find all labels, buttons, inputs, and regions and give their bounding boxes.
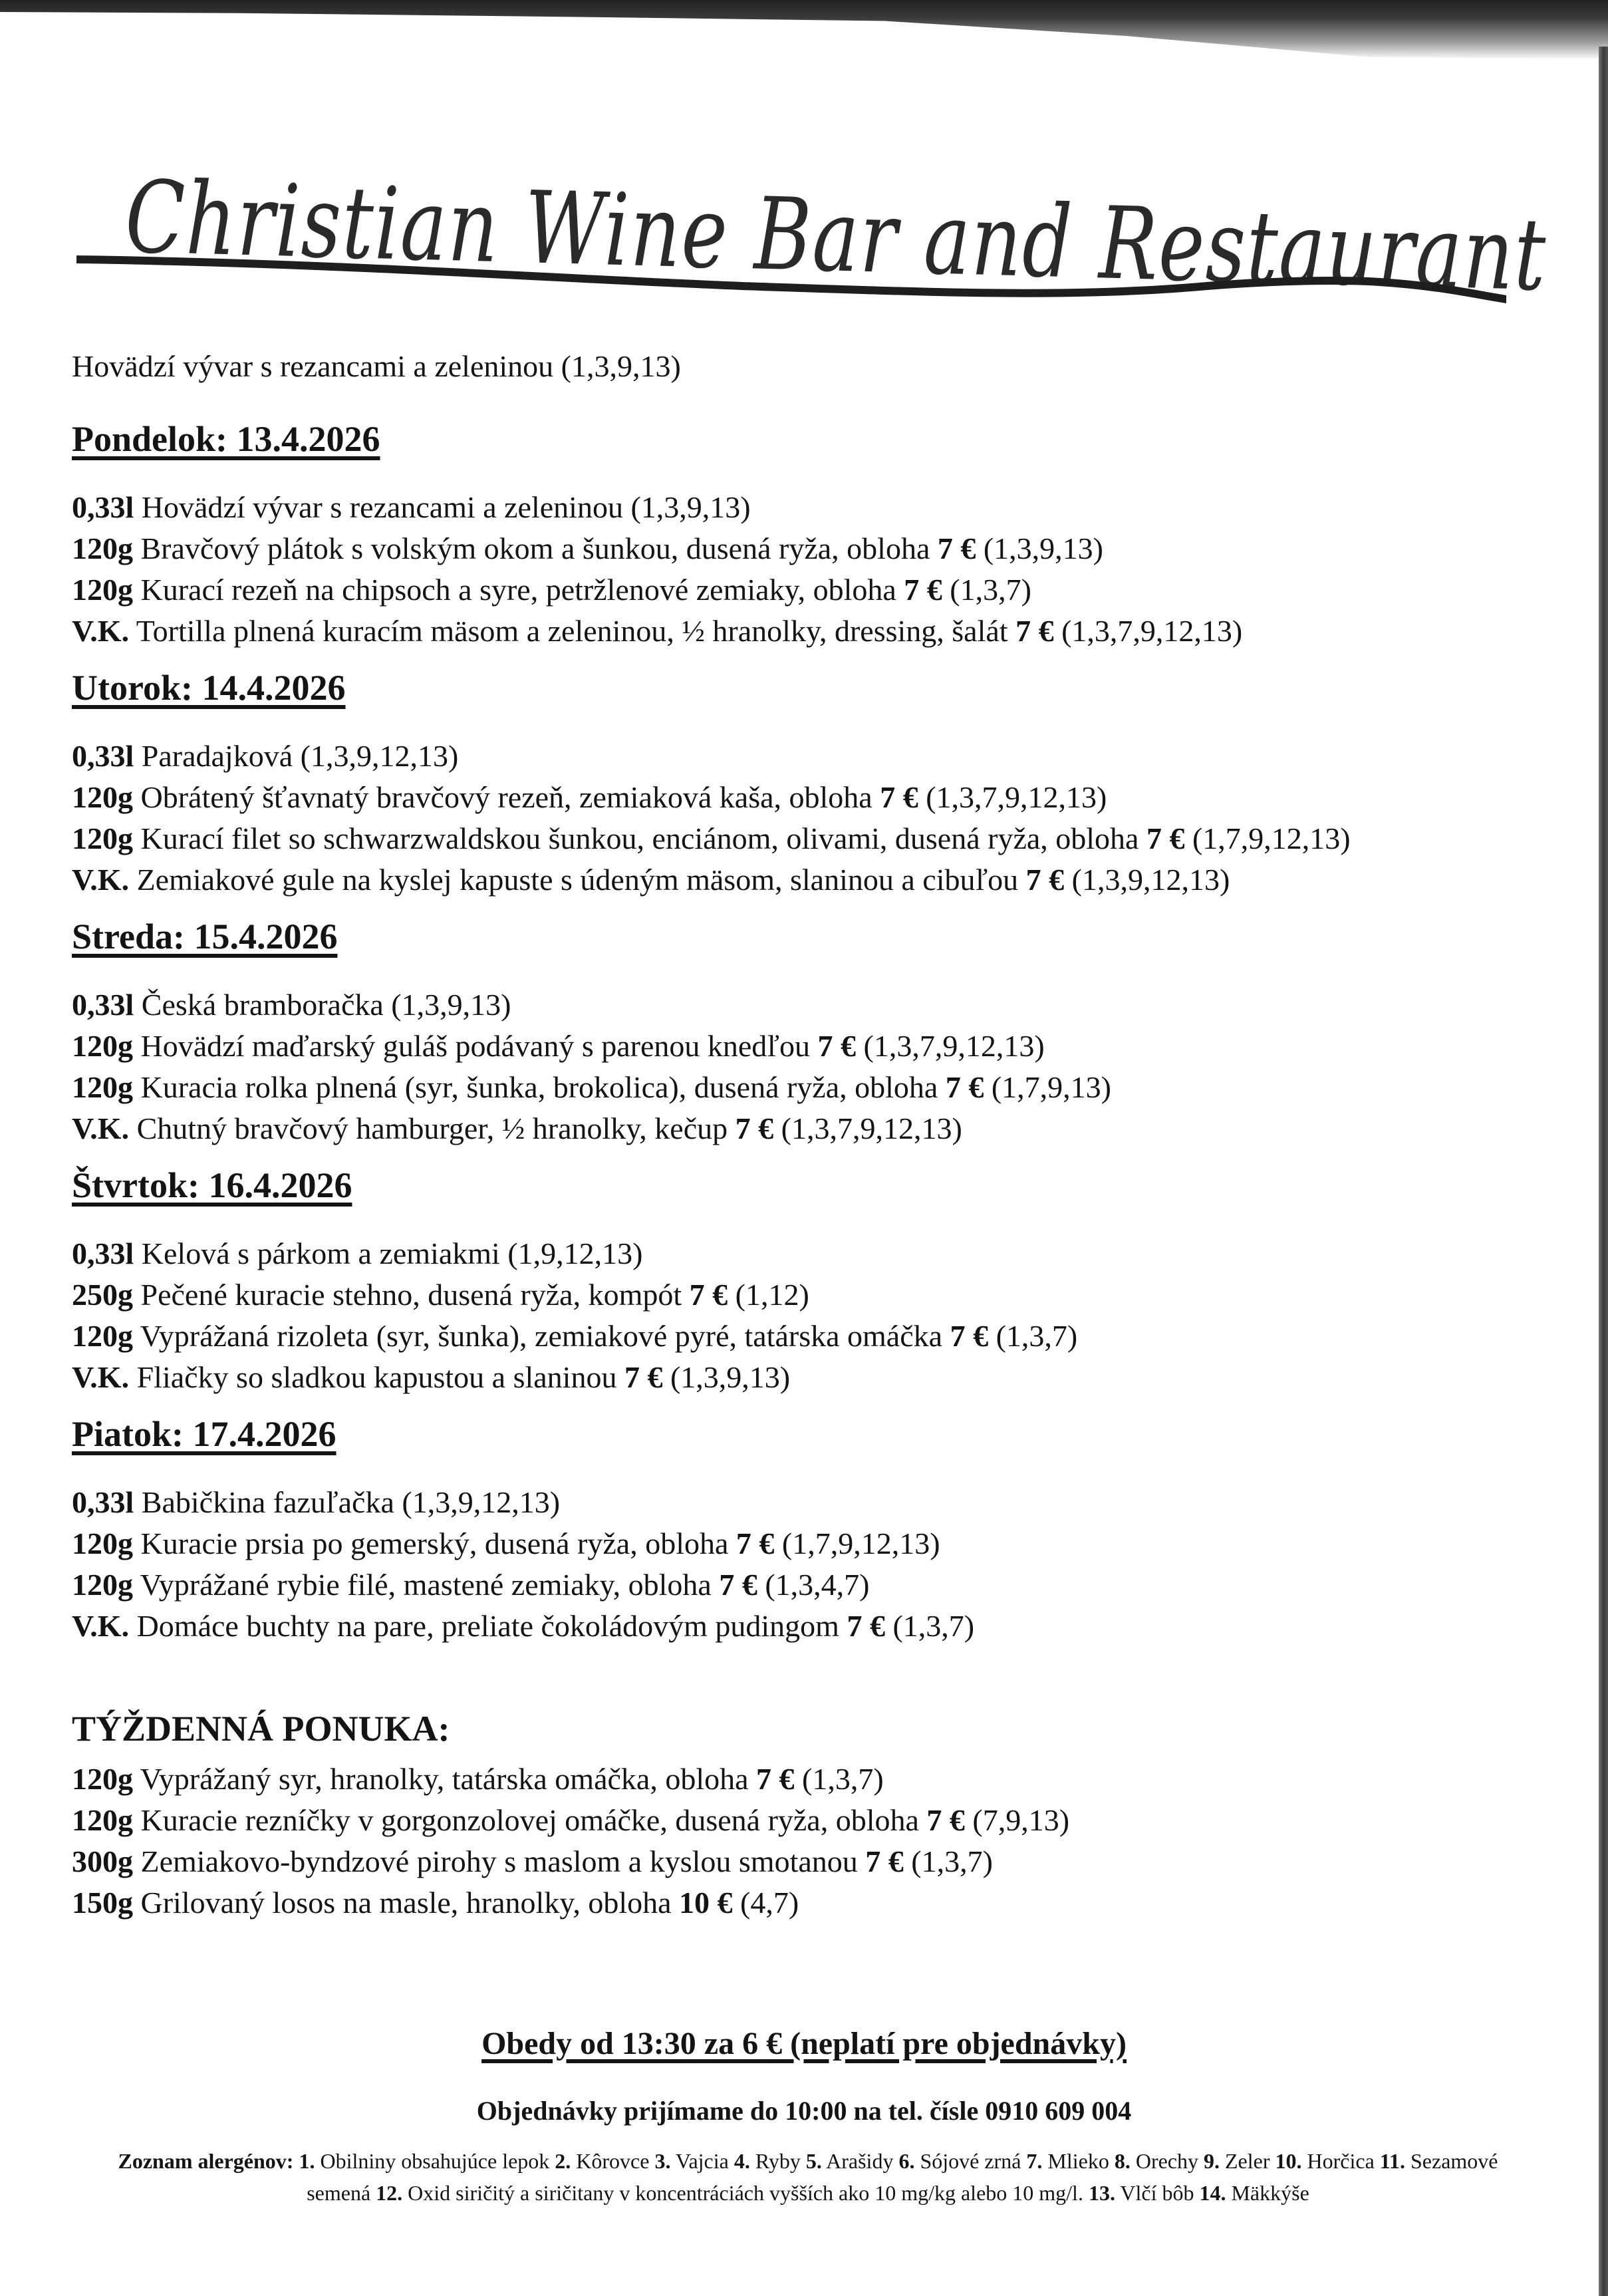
item-quantity: 120g: [72, 1526, 133, 1560]
item-name: Zemiakovo-byndzové pirohy s maslom a kyslou smotanou: [140, 1844, 866, 1878]
allergen-name: Orechy: [1135, 2149, 1198, 2173]
daily-menus: [72, 412, 1561, 1647]
day-heading: Streda: 15.4.2026: [72, 917, 338, 956]
menu-item: [72, 777, 1561, 818]
item-allergens: (1,3,7): [892, 1609, 975, 1643]
item-allergens: (1,3,7): [950, 573, 1031, 607]
item-name: Kurací filet so schwarzwaldskou šunkou, enciánom, olivami, dusená ryža, obloha: [140, 821, 1139, 855]
item-allergens: (1,3,9,12,13): [300, 739, 459, 773]
allergen-number: 2.: [555, 2149, 571, 2173]
item-allergens: (1,3,7,9,12,13): [926, 780, 1107, 814]
item-allergens: (1,3,4,7): [765, 1568, 870, 1602]
item-name: Vyprážané rybie filé, mastené zemiaky, obloha: [140, 1568, 712, 1602]
item-quantity: 300g: [72, 1844, 133, 1878]
item-allergens: (1,3,9,13): [630, 490, 751, 524]
menu-item: [72, 1759, 1561, 1800]
item-price: 7 €: [817, 1029, 856, 1063]
allergen-number: 13.: [1088, 2181, 1115, 2205]
day-menu: [72, 412, 1561, 652]
menu-item: [72, 569, 1561, 611]
item-name: Chutný bravčový hamburger, ½ hranolky, kečup: [136, 1111, 728, 1145]
day-menu: [72, 910, 1561, 1149]
item-price: 7 €: [1146, 821, 1185, 855]
item-name: Kelová s párkom a zemiakmi: [141, 1236, 508, 1270]
photo-top-shadow: [0, 0, 1608, 60]
item-quantity: 120g: [72, 1070, 133, 1104]
allergen-name: Ryby: [755, 2149, 801, 2173]
menu-item: [72, 611, 1561, 652]
item-name: Paradajková: [141, 739, 293, 773]
menu-item: [72, 1606, 1561, 1647]
item-allergens: (1,3,7): [802, 1762, 884, 1796]
item-name: Kurací rezeň na chipsoch a syre, petržlenové zemiaky, obloha: [140, 573, 896, 607]
item-price: 10 €: [679, 1886, 733, 1920]
item-name: Zemiakové gule na kyslej kapuste s údeným mäsom, slaninou a cibuľou: [136, 863, 1019, 897]
item-name: Kuracia rolka plnená (syr, šunka, brokolica), dusená ryža, obloha: [140, 1070, 938, 1104]
allergen-name: Kôrovce: [576, 2149, 650, 2173]
item-allergens: (4,7): [740, 1886, 799, 1920]
item-allergens: (1,3,7,9,12,13): [1061, 614, 1243, 648]
item-allergens: (1,7,9,13): [991, 1070, 1111, 1104]
item-quantity: 120g: [72, 1568, 133, 1602]
day-heading: Piatok: 17.4.2026: [72, 1414, 336, 1454]
item-name: Vyprážaná rizoleta (syr, šunka), zemiakové pyré, tatárska omáčka: [140, 1319, 943, 1353]
restaurant-logo: [73, 120, 1548, 319]
allergen-name: Oxid siričitý a siričitany v koncentráciách vyšších ako 10 mg/kg alebo 10 mg/l.: [408, 2181, 1083, 2205]
menu-item: [72, 1067, 1561, 1108]
allergen-entries: [299, 2149, 1498, 2205]
item-price: 7 €: [1025, 863, 1065, 897]
item-quantity: 120g: [72, 1029, 133, 1063]
item-price: 7 €: [945, 1070, 984, 1104]
menu-item: [72, 528, 1561, 569]
allergen-name: Vlčí bôb: [1120, 2181, 1194, 2205]
menu-item: [72, 487, 1561, 528]
item-allergens: (1,3,9,12,13): [402, 1485, 561, 1519]
item-quantity: V.K.: [72, 1609, 130, 1643]
menu-item: [72, 1108, 1561, 1149]
menu-item: [72, 736, 1561, 777]
item-name: Česká bramboračka: [141, 988, 384, 1022]
item-name: Pečené kuracie stehno, dusená ryža, kompót: [140, 1278, 682, 1312]
day-heading: Utorok: 14.4.2026: [72, 668, 346, 708]
item-quantity: V.K.: [72, 1360, 130, 1394]
item-name: Hovädzí vývar s rezancami a zeleninou: [141, 490, 623, 524]
item-name: Vyprážaný syr, hranolky, tatárska omáčka, obloha: [140, 1762, 749, 1796]
lunch-notice-text: Obedy od 13:30 za 6 € (neplatí pre objednávky): [481, 2026, 1127, 2061]
paper-right-edge: [1599, 47, 1608, 2296]
item-price: 7 €: [904, 573, 942, 607]
menu-item: [72, 859, 1561, 901]
item-quantity: V.K.: [72, 614, 130, 648]
day-heading: Štvrtok: 16.4.2026: [72, 1165, 352, 1205]
item-allergens: (1,3,7): [911, 1844, 993, 1878]
menu-item: [72, 1357, 1561, 1398]
item-quantity: V.K.: [72, 1111, 130, 1145]
allergen-name: Vajcia: [675, 2149, 734, 2173]
item-price: 7 €: [926, 1803, 965, 1837]
item-quantity: 250g: [72, 1278, 133, 1312]
day-heading: Pondelok: 13.4.2026: [72, 419, 380, 459]
item-name: Grilovaný losos na masle, hranolky, obloha: [140, 1886, 680, 1920]
item-quantity: 150g: [72, 1886, 133, 1920]
item-quantity: 120g: [72, 531, 133, 565]
item-allergens: (1,3,9,13): [670, 1360, 791, 1394]
allergen-number: 12.: [376, 2181, 403, 2205]
menu-item: [72, 1316, 1561, 1357]
item-name: Kuracie rezníčky v gorgonzolovej omáčke, dusená ryža, obloha: [140, 1803, 919, 1837]
menu-item: [72, 1841, 1561, 1882]
menu-item: [72, 1482, 1561, 1523]
item-price: 7 €: [937, 531, 976, 565]
day-menu: [72, 1407, 1561, 1647]
menu-item: [72, 1882, 1561, 1924]
item-quantity: 120g: [72, 1803, 133, 1837]
item-price: 7 €: [736, 1526, 775, 1560]
menu-item: [72, 1800, 1561, 1841]
allergen-list-label: Zoznam alergénov:: [118, 2149, 294, 2173]
item-name: Babičkina fazuľačka: [141, 1485, 394, 1519]
item-allergens: (7,9,13): [972, 1803, 1070, 1837]
item-name: Bravčový plátok s volským okom a šunkou, dusená ryža, obloha: [140, 531, 930, 565]
logo-text: Christian Wine Bar and Restaurant: [124, 160, 1548, 314]
item-price: 7 €: [1015, 614, 1054, 648]
logo-swoosh-underline: [76, 251, 1506, 305]
item-price: 7 €: [735, 1111, 774, 1145]
allergen-number: 3.: [654, 2149, 671, 2173]
item-quantity: 120g: [72, 573, 133, 607]
menu-item: [72, 1274, 1561, 1316]
item-quantity: 120g: [72, 1319, 133, 1353]
allergen-number: 9.: [1204, 2149, 1220, 2173]
allergen-name: Sójové zrná: [920, 2149, 1021, 2173]
menu-item: [72, 1026, 1561, 1067]
menu-item: [72, 1564, 1561, 1606]
item-name: Domáce buchty na pare, preliate čokoládovým pudingom: [136, 1609, 839, 1643]
allergen-name: Arašidy: [826, 2149, 894, 2173]
item-name: Obrátený šťavnatý bravčový rezeň, zemiaková kaša, obloha: [140, 780, 872, 814]
item-allergens: (1,3,7): [996, 1319, 1078, 1353]
item-price: 7 €: [624, 1360, 663, 1394]
weekly-offer-list: [72, 1759, 1561, 1924]
allergen-number: 11.: [1379, 2149, 1405, 2173]
item-allergens: (1,12): [735, 1278, 809, 1312]
item-allergens: (1,3,9,12,13): [1071, 863, 1230, 897]
item-price: 7 €: [950, 1319, 989, 1353]
allergen-name: Sezamové semená: [307, 2149, 1498, 2205]
item-price: 7 €: [880, 780, 918, 814]
item-quantity: 0,33l: [72, 1236, 134, 1270]
item-allergens: (1,3,7,9,12,13): [781, 1111, 962, 1145]
menu-item: [72, 1233, 1561, 1274]
item-name: Fliačky so sladkou kapustou a slaninou: [136, 1360, 617, 1394]
item-name: Tortilla plnená kuracím mäsom a zeleninou, ½ hranolky, dressing, šalát: [136, 614, 1008, 648]
day-menu: [72, 661, 1561, 901]
lunch-notice: [0, 2025, 1608, 2062]
weekly-offer-heading: TÝŽDENNÁ PONUKA:: [72, 1709, 450, 1749]
menu-item: [72, 1523, 1561, 1564]
item-quantity: V.K.: [72, 863, 130, 897]
allergen-name: Horčica: [1307, 2149, 1375, 2173]
allergen-number: 4.: [734, 2149, 750, 2173]
item-price: 7 €: [719, 1568, 757, 1602]
item-price: 7 €: [756, 1762, 795, 1796]
item-quantity: 0,33l: [72, 739, 134, 773]
item-quantity: 0,33l: [72, 988, 134, 1022]
menu-item: [72, 984, 1561, 1026]
item-quantity: 0,33l: [72, 1485, 134, 1519]
item-price: 7 €: [689, 1278, 728, 1312]
allergen-number: 7.: [1026, 2149, 1043, 2173]
orders-notice: Objednávky prijímame do 10:00 na tel. čísle 0910 609 004: [476, 2096, 1132, 2126]
menu-item: [72, 818, 1561, 859]
item-name: Hovädzí maďarský guláš podávaný s parenou knedľou: [140, 1029, 810, 1063]
item-quantity: 0,33l: [72, 490, 134, 524]
item-price: 7 €: [847, 1609, 885, 1643]
item-price: 7 €: [865, 1844, 904, 1878]
day-menu: [72, 1159, 1561, 1398]
item-quantity: 120g: [72, 821, 133, 855]
item-quantity: 120g: [72, 1762, 133, 1796]
allergen-name: Mäkkýše: [1231, 2181, 1309, 2205]
item-name: Kuracie prsia po gemerský, dusená ryža, obloha: [140, 1526, 729, 1560]
allergen-name: Mlieko: [1047, 2149, 1109, 2173]
allergen-number: 8.: [1114, 2149, 1131, 2173]
item-allergens: (1,7,9,12,13): [781, 1526, 940, 1560]
allergen-number: 14.: [1199, 2181, 1226, 2205]
allergen-name: Obilniny obsahujúce lepok: [320, 2149, 550, 2173]
item-allergens: (1,9,12,13): [507, 1236, 643, 1270]
allergen-list: [86, 2145, 1530, 2209]
allergen-number: 5.: [805, 2149, 822, 2173]
allergen-name: Zeler: [1225, 2149, 1270, 2173]
item-allergens: (1,3,9,13): [391, 988, 511, 1022]
item-allergens: (1,7,9,12,13): [1192, 821, 1351, 855]
allergen-number: 1.: [299, 2149, 315, 2173]
intro-soup: Hovädzí vývar s rezancami a zeleninou (1,3,9,13): [72, 349, 681, 383]
allergen-number: 6.: [898, 2149, 915, 2173]
item-quantity: 120g: [72, 780, 133, 814]
item-allergens: (1,3,7,9,12,13): [863, 1029, 1045, 1063]
allergen-number: 10.: [1275, 2149, 1302, 2173]
menu-content: [72, 346, 1561, 1924]
item-allergens: (1,3,9,13): [983, 531, 1103, 565]
